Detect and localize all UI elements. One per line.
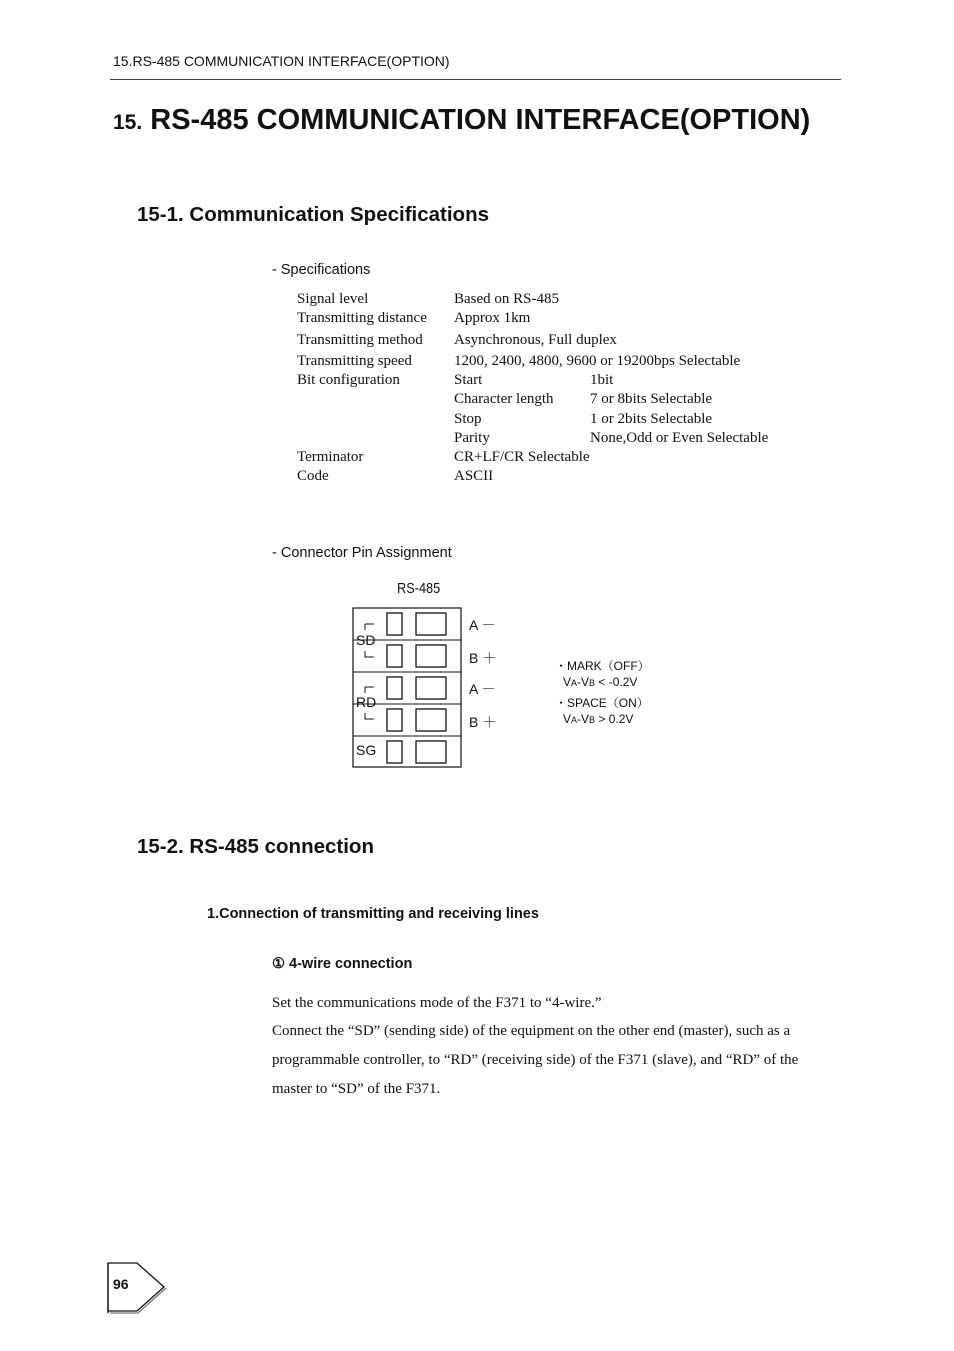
terminal-row (387, 677, 446, 699)
pin-label: A － (469, 617, 496, 633)
subsection-title: 1.Connection of transmitting and receiving lines (207, 906, 539, 922)
spec-value: Asynchronous, Full duplex (454, 332, 617, 348)
spec-value-detail: 1 or 2bits Selectable (590, 411, 713, 427)
paragraph-line: Connect the “SD” (sending side) of the equipment on the other end (master), such as a (272, 1023, 791, 1039)
spec-value: Character length (454, 391, 554, 407)
chapter-title-text: RS-485 COMMUNICATION INTERFACE(OPTION) (150, 104, 811, 136)
group-label-sd: SD (356, 632, 376, 648)
spec-key: Signal level (297, 291, 369, 307)
terminal-row (387, 741, 446, 763)
section-2-title: 15-2. RS-485 connection (137, 835, 374, 858)
pin-label: A － (469, 681, 496, 697)
terminal-row (387, 645, 446, 667)
spec-value: Start (454, 372, 483, 388)
spec-key: Transmitting speed (297, 353, 412, 369)
rd-bracket-bottom (365, 713, 374, 719)
terminal-slot (416, 677, 446, 699)
item-title: ① 4-wire connection (272, 956, 413, 972)
spec-key: Transmitting distance (297, 310, 427, 326)
spec-value-detail: 7 or 8bits Selectable (590, 391, 713, 407)
paragraph-line: Set the communications mode of the F371 to “4-wire.” (272, 995, 602, 1011)
sd-bracket-bottom (365, 651, 374, 657)
pin-label: B ＋ (469, 650, 497, 666)
terminal-screw (387, 741, 402, 763)
pin-label: B ＋ (469, 714, 497, 730)
paragraph-line: master to “SD” of the F371. (272, 1081, 441, 1097)
group-label-rd: RD (356, 694, 377, 710)
spec-value: Parity (454, 430, 490, 446)
chapter-number: 15. (113, 111, 143, 134)
terminal-slot (416, 613, 446, 635)
spec-key: Bit configuration (297, 372, 400, 388)
terminal-slot (416, 741, 446, 763)
space-condition: VA-VB > 0.2V (563, 712, 634, 726)
spec-key: Terminator (297, 449, 364, 465)
spec-value: Approx 1km (454, 310, 531, 326)
header-rule (110, 79, 841, 80)
connector-label: - Connector Pin Assignment (272, 545, 452, 561)
rd-bracket-top (365, 687, 374, 693)
terminal-screw (387, 677, 402, 699)
terminal-slot (416, 709, 446, 731)
spec-key: Code (297, 468, 329, 484)
space-note: ・SPACE（ON） (555, 696, 649, 710)
terminal-screw (387, 709, 402, 731)
spec-value: CR+LF/CR Selectable (454, 449, 590, 465)
section-1-title: 15-1. Communication Specifications (137, 203, 489, 226)
spec-key: Transmitting method (297, 332, 423, 348)
sd-bracket-top (365, 624, 374, 630)
spec-value: Stop (454, 411, 482, 427)
connector-title: RS-485 (397, 580, 441, 597)
spec-value: 1200, 2400, 4800, 9600 or 19200bps Selectable (454, 353, 741, 369)
terminal-screw (387, 645, 402, 667)
running-header: 15.RS-485 COMMUNICATION INTERFACE(OPTION) (113, 53, 450, 69)
specifications-label: - Specifications (272, 262, 371, 278)
mark-condition: VA-VB < -0.2V (563, 675, 638, 689)
page-number: 96 (113, 1276, 129, 1292)
paragraph-line: programmable controller, to “RD” (receiving side) of the F371 (slave), and “RD” of the (272, 1052, 799, 1068)
spec-value: Based on RS-485 (454, 291, 559, 307)
spec-value-detail: 1bit (590, 372, 614, 388)
terminal-row (353, 608, 461, 635)
spec-value: ASCII (454, 468, 494, 484)
terminal-row (387, 709, 446, 731)
terminal-screw (387, 613, 402, 635)
mark-note: ・MARK（OFF） (555, 659, 650, 673)
chapter-title (113, 104, 810, 137)
spec-value-detail: None,Odd or Even Selectable (590, 430, 769, 446)
group-label-sg: SG (356, 742, 377, 758)
terminal-slot (416, 645, 446, 667)
